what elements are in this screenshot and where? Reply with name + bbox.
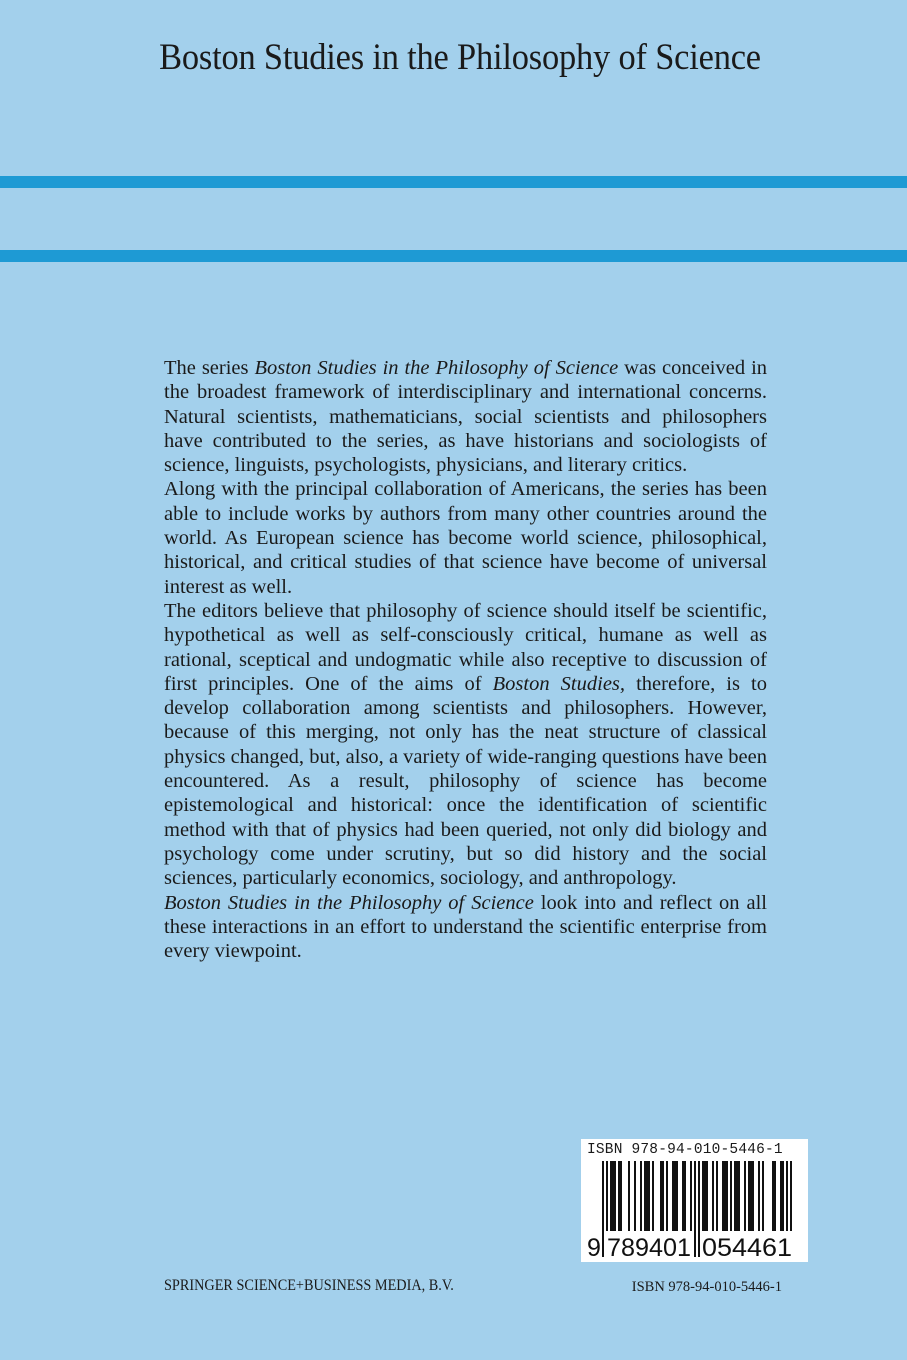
barcode-bar: [646, 1161, 648, 1237]
barcode-bar: [618, 1161, 620, 1237]
series-description: [164, 356, 767, 963]
barcode-bar: [674, 1161, 676, 1237]
publisher-name: SPRINGER SCIENCE+BUSINESS MEDIA, B.V.: [164, 1277, 454, 1294]
barcode-bar: [722, 1161, 724, 1237]
barcode-bar: [644, 1161, 646, 1237]
barcode-bar: [620, 1161, 622, 1237]
barcode-bar: [690, 1161, 692, 1237]
barcode-bar: [702, 1161, 704, 1237]
barcode-bar: [676, 1161, 678, 1237]
barcode-bar: [666, 1161, 668, 1237]
barcode-bar: [762, 1161, 764, 1237]
barcode-bar: [706, 1161, 708, 1237]
barcode-isbn-label: ISBN 978-94-010-5446-1: [587, 1142, 783, 1158]
paragraph-2: Along with the principal collaboration of Americans, the series has been able to include works by authors from many other countries around the world. As European science has become world science, philosophical, historical, and critical studies of that science have become of universal interest as well.: [164, 478, 767, 598]
barcode-right-digits: 054461: [702, 1234, 792, 1259]
barcode-bar: [724, 1161, 726, 1237]
paragraph-3: The editors believe that philosophy of science should itself be scientific, hypothetical as well as self-consciously critical, humane as well as rational, sceptical and undogmatic while also receptive to discussion of first principles. One of the aims of Boston Studies, therefore, is to develop collaboration among scientists and philosophers. However, because of this merging, not only has the neat structure of classical physics changed, but, also, a variety of wide-ranging questions have been encountered. As a result, philosophy of science has become epistemological and historical: once the identification of scientific method with that of physics had been queried, not only did biology and psychology come under scrutiny, but so did history and the social sciences, particularly economics, sociology, and anthropology.: [164, 599, 767, 890]
barcode-bar: [660, 1161, 662, 1237]
barcode-bar: [652, 1161, 654, 1237]
barcode-bar: [628, 1161, 630, 1237]
barcode-bar: [712, 1161, 714, 1237]
barcode-bar: [744, 1161, 746, 1237]
barcode-bar: [682, 1161, 684, 1237]
barcode-bar: [780, 1161, 782, 1237]
barcode-bar: [726, 1161, 728, 1237]
barcode-bar: [752, 1161, 754, 1237]
barcode-bar: [736, 1161, 738, 1237]
isbn-footer: ISBN 978-94-010-5446-1: [631, 1279, 782, 1295]
barcode-bar: [640, 1161, 642, 1237]
barcode-bar: [672, 1161, 674, 1237]
series-title: Boston Studies in the Philosophy of Science: [159, 37, 761, 78]
barcode-first-digit: 9: [587, 1234, 601, 1259]
barcode-bar: [772, 1161, 774, 1237]
bottom-rule: [0, 250, 907, 262]
barcode-bar: [774, 1161, 776, 1237]
barcode-bar: [748, 1161, 750, 1237]
barcode-bar: [610, 1161, 612, 1237]
paragraph-1: The series Boston Studies in the Philosophy of Science was conceived in the broadest framework of interdisciplinary and international concerns. Natural scientists, mathematicians, social scientists and philosophers have contributed to the series, as have historians and sociologists of science, linguists, psychologists, physicians, and literary critics.: [164, 357, 768, 477]
barcode-bar: [614, 1161, 616, 1237]
isbn-barcode: [581, 1139, 808, 1262]
barcode-left-digits: 789401: [607, 1234, 691, 1259]
paragraph-4: Boston Studies in the Philosophy of Science look into and reflect on all these interactions in an effort to understand the scientific enterprise from every viewpoint.: [164, 891, 767, 963]
barcode-bar: [648, 1161, 650, 1237]
barcode-bar: [704, 1161, 706, 1237]
barcode-bar: [716, 1161, 718, 1237]
barcode-bar: [734, 1161, 736, 1237]
barcode-bar: [782, 1161, 784, 1237]
barcode-bar: [730, 1161, 732, 1237]
barcode-bar: [738, 1161, 740, 1237]
barcode-bar: [662, 1161, 664, 1237]
barcode-bar: [684, 1161, 686, 1237]
barcode-bar: [612, 1161, 614, 1237]
barcode-bar: [758, 1161, 760, 1237]
barcode-bar: [750, 1161, 752, 1237]
top-rule: [0, 176, 907, 188]
barcode-digits: [585, 1231, 804, 1259]
barcode-bar: [634, 1161, 636, 1237]
